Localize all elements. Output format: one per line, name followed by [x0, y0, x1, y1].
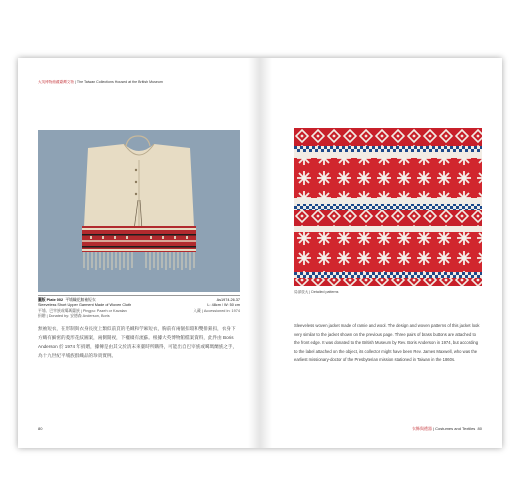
dimensions: L: 48cm / W: 50 cm	[207, 303, 240, 307]
accession-year: 入藏 | Accessioned in: 1974	[193, 309, 240, 313]
page-number-right: 80	[477, 426, 482, 431]
book-spread	[18, 58, 502, 448]
plate-title-zh: 平埔織花無袖短衣	[65, 298, 96, 302]
caption-line-4	[38, 314, 240, 319]
garment-illustration	[38, 130, 240, 292]
garment-photo	[38, 130, 240, 292]
header-title-zh: 大英博物館藏臺灣文物	[38, 80, 74, 84]
page-number-left: 80	[38, 426, 43, 431]
running-header	[38, 80, 163, 85]
body-text-en: Sleeveless woven jacket made of ramie and wool. The design and woven patterns of this jacket look very similar to the jacket shown on the previous page. Three pairs of brass buttons are attached to the front edge. It was donated to the British Museum by Rev. Boris Anderson in 1974, but according to the label attached on the object, its collector might have been Rev. James Maxwell, who was the earliest missionary-doctor of the Presbyterian mission stationed in Taiwan in the 1860s.	[294, 323, 480, 363]
header-separator: |	[73, 80, 77, 84]
caption-rule	[38, 295, 240, 296]
header-title-en: The Taiwan Collections Housed at the British Museum	[76, 80, 163, 84]
folio-label-zh: 衣飾與禮器	[411, 426, 432, 431]
folio-label-en: | Costumes and Textiles	[431, 426, 476, 431]
textile-pattern	[294, 128, 482, 286]
origin: 平埔、巴宰族或噶瑪蘭族 | Pingpu: Pazeh or Kavalan	[38, 309, 127, 313]
body-text-zh: 無袖短衣，在形制與衣身長度上類似前頁的毛織和苧麻短衣，胸前有兩個扣環和雙排鈕扣，衣身下方織有細密的菱形花紋圖案，兩側開衩，下襬綴有流蘇。根據大英博物館檔案資料，此件由 Boris Anderson 於 1974 年捐贈，據傳是由其父於清末來臺時所購得，可能出自巴宰族或噶瑪蘭族之手，為十九世紀平埔族群織品的珍貴實例。	[38, 326, 238, 358]
left-page	[18, 58, 260, 448]
right-page	[260, 58, 502, 448]
caption-line-2	[38, 303, 240, 308]
accession-number: As1974.26.37	[216, 298, 240, 302]
page-folio-right	[412, 426, 482, 432]
plate-title-en: Sleeveless Short Upper Garment Made of Woven Cloth	[38, 303, 132, 307]
donor: 捐贈 | Donated by: 安德森 Anderson, Boris	[38, 314, 110, 318]
textile-detail-photo	[294, 128, 482, 286]
book-gutter-shadow	[248, 58, 272, 448]
plate-number: 圖版 Plate 002	[38, 298, 64, 302]
detail-caption: 局部放大 | Detailed patterns	[294, 290, 339, 294]
